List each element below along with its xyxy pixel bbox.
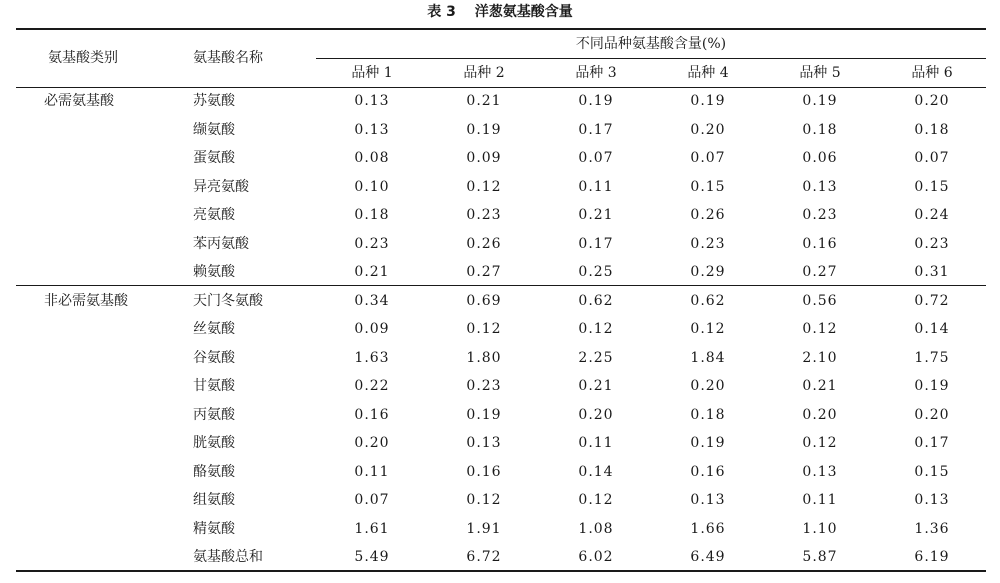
column-header-variety-5: 品种 5	[799, 65, 841, 81]
value-cell: 0.56	[802, 292, 838, 309]
value-cell: 0.20	[354, 435, 390, 451]
total-value-cell: 6.19	[914, 549, 950, 565]
amino-acid-name: 蛋氨酸	[193, 150, 235, 166]
value-cell: 0.69	[466, 292, 502, 309]
value-cell: 0.15	[914, 463, 950, 480]
value-cell: 0.21	[802, 378, 838, 394]
value-cell: 0.13	[802, 463, 838, 480]
value-cell: 0.12	[466, 178, 502, 195]
value-cell: 0.62	[578, 292, 614, 309]
value-cell: 0.13	[466, 435, 502, 451]
total-row-label: 氨基酸总和	[193, 549, 263, 565]
category-label: 必需氨基酸	[44, 93, 114, 109]
value-cell: 0.21	[578, 378, 614, 394]
value-cell: 0.16	[690, 463, 726, 480]
value-cell: 0.29	[690, 264, 726, 280]
value-cell: 2.10	[802, 349, 838, 366]
value-cell: 0.24	[914, 207, 950, 223]
value-cell: 0.07	[914, 150, 950, 166]
value-cell: 0.19	[466, 406, 502, 423]
value-cell: 0.13	[690, 492, 726, 508]
value-cell: 0.13	[802, 178, 838, 195]
value-cell: 0.12	[578, 321, 614, 337]
value-cell: 0.17	[578, 235, 614, 252]
total-value-cell: 5.87	[802, 549, 838, 565]
value-cell: 0.19	[690, 435, 726, 451]
value-cell: 0.17	[914, 435, 950, 451]
amino-acid-name: 丝氨酸	[193, 321, 235, 337]
value-cell: 0.27	[466, 264, 502, 280]
value-cell: 0.10	[354, 178, 390, 195]
value-cell: 0.18	[354, 207, 390, 223]
amino-acid-name: 酪氨酸	[193, 463, 235, 480]
value-cell: 0.15	[914, 178, 950, 195]
value-cell: 0.34	[354, 292, 390, 309]
value-cell: 0.11	[578, 178, 614, 195]
value-cell: 0.20	[578, 406, 614, 423]
column-header-variety-2: 品种 2	[463, 65, 505, 81]
value-cell: 0.09	[354, 321, 390, 337]
value-cell: 0.19	[914, 378, 950, 394]
value-cell: 0.12	[578, 492, 614, 508]
value-cell: 0.23	[914, 235, 950, 252]
column-header-name: 氨基酸名称	[193, 50, 263, 66]
value-cell: 0.19	[466, 121, 502, 138]
value-cell: 0.16	[802, 235, 838, 252]
value-cell: 0.21	[466, 93, 502, 109]
value-cell: 0.13	[354, 121, 390, 138]
total-value-cell: 6.02	[578, 549, 614, 565]
value-cell: 2.25	[578, 349, 614, 366]
amino-acid-name: 天门冬氨酸	[193, 292, 263, 309]
value-cell: 0.13	[914, 492, 950, 508]
value-cell: 0.25	[578, 264, 614, 280]
value-cell: 0.12	[802, 435, 838, 451]
value-cell: 0.26	[466, 235, 502, 252]
amino-acid-name: 苯丙氨酸	[193, 235, 249, 252]
value-cell: 1.80	[466, 349, 502, 366]
value-cell: 0.08	[354, 150, 390, 166]
value-cell: 0.18	[802, 121, 838, 138]
amino-acid-name: 缬氨酸	[193, 121, 235, 138]
column-group-header: 不同品种氨基酸含量(%)	[575, 36, 727, 52]
value-cell: 0.12	[466, 492, 502, 508]
column-header-variety-6: 品种 6	[911, 65, 953, 81]
value-cell: 1.84	[690, 349, 726, 366]
value-cell: 0.19	[578, 93, 614, 109]
value-cell: 1.75	[914, 349, 950, 366]
category-label: 非必需氨基酸	[44, 292, 128, 309]
value-cell: 0.31	[914, 264, 950, 280]
value-cell: 0.16	[354, 406, 390, 423]
value-cell: 1.61	[354, 520, 390, 537]
value-cell: 0.16	[466, 463, 502, 480]
value-cell: 0.23	[466, 378, 502, 394]
value-cell: 0.07	[690, 150, 726, 166]
value-cell: 0.23	[802, 207, 838, 223]
table-top-rule	[16, 28, 986, 30]
amino-acid-name: 甘氨酸	[193, 378, 235, 394]
amino-acid-name: 丙氨酸	[193, 406, 235, 423]
value-cell: 0.13	[354, 93, 390, 109]
value-cell: 0.12	[690, 321, 726, 337]
total-value-cell: 6.49	[690, 549, 726, 565]
value-cell: 0.18	[690, 406, 726, 423]
value-cell: 0.12	[802, 321, 838, 337]
value-cell: 1.66	[690, 520, 726, 537]
value-cell: 0.20	[690, 378, 726, 394]
value-cell: 0.20	[914, 93, 950, 109]
value-cell: 1.36	[914, 520, 950, 537]
value-cell: 0.22	[354, 378, 390, 394]
header-bottom-rule	[16, 87, 986, 88]
amino-acid-name: 谷氨酸	[193, 349, 235, 366]
value-cell: 0.20	[914, 406, 950, 423]
table-bottom-rule	[16, 570, 986, 572]
table-number: 表 3	[427, 4, 456, 20]
value-cell: 0.18	[914, 121, 950, 138]
value-cell: 0.23	[690, 235, 726, 252]
value-cell: 1.63	[354, 349, 390, 366]
value-cell: 0.14	[578, 463, 614, 480]
column-header-variety-4: 品种 4	[687, 65, 729, 81]
column-header-category: 氨基酸类别	[48, 50, 118, 66]
value-cell: 0.15	[690, 178, 726, 195]
value-cell: 0.23	[466, 207, 502, 223]
amino-acid-name: 苏氨酸	[193, 93, 235, 109]
amino-acid-name: 赖氨酸	[193, 264, 235, 280]
value-cell: 0.21	[354, 264, 390, 280]
value-cell: 0.27	[802, 264, 838, 280]
table-title: 洋葱氨基酸含量	[474, 4, 573, 20]
amino-acid-name: 胱氨酸	[193, 435, 235, 451]
value-cell: 0.17	[578, 121, 614, 138]
value-cell: 0.20	[690, 121, 726, 138]
value-cell: 0.07	[354, 492, 390, 508]
value-cell: 0.09	[466, 150, 502, 166]
value-cell: 0.07	[578, 150, 614, 166]
amino-acid-name: 精氨酸	[193, 520, 235, 537]
value-cell: 1.10	[802, 520, 838, 537]
section-divider-rule	[16, 285, 986, 286]
column-header-variety-1: 品种 1	[351, 65, 393, 81]
header-group-rule	[316, 58, 986, 59]
amino-acid-name: 组氨酸	[193, 492, 235, 508]
column-header-variety-3: 品种 3	[575, 65, 617, 81]
value-cell: 0.62	[690, 292, 726, 309]
value-cell: 0.21	[578, 207, 614, 223]
amino-acid-name: 异亮氨酸	[193, 178, 249, 195]
value-cell: 1.08	[578, 520, 614, 537]
value-cell: 0.26	[690, 207, 726, 223]
value-cell: 0.19	[802, 93, 838, 109]
value-cell: 1.91	[466, 520, 502, 537]
value-cell: 0.11	[802, 492, 838, 508]
value-cell: 0.20	[802, 406, 838, 423]
value-cell: 0.12	[466, 321, 502, 337]
amino-acid-name: 亮氨酸	[193, 207, 235, 223]
total-value-cell: 5.49	[354, 549, 390, 565]
value-cell: 0.72	[914, 292, 950, 309]
value-cell: 0.14	[914, 321, 950, 337]
total-value-cell: 6.72	[466, 549, 502, 565]
table-caption	[0, 2, 1000, 22]
value-cell: 0.23	[354, 235, 390, 252]
value-cell: 0.06	[802, 150, 838, 166]
value-cell: 0.11	[578, 435, 614, 451]
value-cell: 0.19	[690, 93, 726, 109]
value-cell: 0.11	[354, 463, 390, 480]
